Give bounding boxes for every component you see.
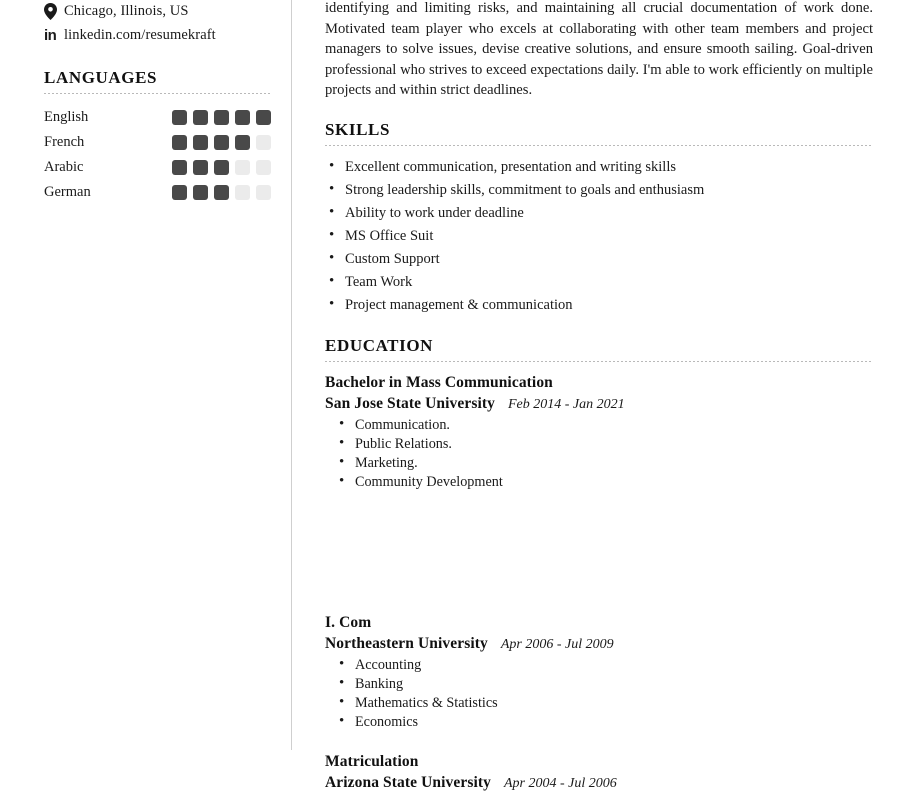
linkedin-icon <box>44 28 64 43</box>
list-item: • Marketing. <box>325 454 873 473</box>
list-item: • Mathematics & Statistics <box>325 694 873 713</box>
skills-list <box>325 156 873 317</box>
list-item: • Public Relations. <box>325 435 873 454</box>
rating-square <box>256 110 271 125</box>
contact-row-linkedin[interactable] <box>44 24 270 46</box>
rating-square <box>172 135 187 150</box>
rating-square <box>214 135 229 150</box>
education-entry-spacer <box>325 732 873 749</box>
language-name: German <box>44 184 91 200</box>
rating-square <box>193 185 208 200</box>
contact-location-text: Chicago, Illinois, US <box>64 2 189 19</box>
language-name: French <box>44 134 85 150</box>
education-school: Arizona State University <box>325 773 491 791</box>
rating-square <box>214 185 229 200</box>
contact-row-location <box>44 0 270 22</box>
education-detail-list <box>325 656 873 732</box>
education-dates: Apr 2004 - Jul 2006 <box>503 775 617 791</box>
list-item: • Project management & communication <box>325 294 873 317</box>
education-entry-icom <box>325 612 873 732</box>
languages-heading: LANGUAGES <box>44 68 158 87</box>
list-item: • Team Work <box>325 271 873 294</box>
rating-square-empty <box>235 185 250 200</box>
rating-square <box>235 135 250 150</box>
list-item: • Excellent communication, presentation and writing skills <box>325 156 873 179</box>
page-break-gap <box>325 492 873 610</box>
rating-square <box>235 110 250 125</box>
language-row-french <box>44 130 270 155</box>
rating-square <box>193 160 208 175</box>
rating-square-empty <box>256 135 271 150</box>
rating-square <box>172 185 187 200</box>
education-degree: I. Com <box>325 613 372 631</box>
list-item: • Economics <box>325 713 873 732</box>
rating-square <box>214 160 229 175</box>
education-school-line <box>325 633 873 655</box>
language-name: English <box>44 109 89 125</box>
summary-paragraph: identifying and limiting risks, and maintaining all crucial documentation of work done. Motivated team player who excels at collaborating with other team members and project managers to solve issues, devise creative solutions, and ensure smooth sailing. Goal-driven professional who strives to exceed expectations daily. I'm able to work efficiently on multiple projects and within strict deadlines. <box>325 0 873 98</box>
list-item: • Strong leadership skills, commitment to goals and enthusiasm <box>325 179 873 202</box>
language-rating <box>172 185 271 200</box>
language-rating <box>172 160 271 175</box>
contact-linkedin-text[interactable]: linkedin.com/resumekraft <box>64 26 216 43</box>
rating-square-empty <box>235 160 250 175</box>
rating-square <box>193 110 208 125</box>
list-item: • Ability to work under deadline <box>325 202 873 225</box>
list-item: • Custom Support <box>325 248 873 271</box>
linkedin-badge-label: in <box>44 26 57 44</box>
language-rating <box>172 135 271 150</box>
skills-heading: SKILLS <box>325 119 391 139</box>
education-school: Northeastern University <box>325 634 488 652</box>
education-heading-rule <box>325 361 873 362</box>
language-name: Arabic <box>44 159 84 175</box>
rating-square <box>193 135 208 150</box>
language-row-english <box>44 105 270 130</box>
location-pin-icon <box>44 3 64 20</box>
education-school-line <box>325 393 873 415</box>
language-rating <box>172 110 271 125</box>
education-entry-matriculation <box>325 751 873 794</box>
list-item: • Banking <box>325 675 873 694</box>
education-heading: EDUCATION <box>325 335 434 355</box>
education-dates: Apr 2006 - Jul 2009 <box>500 636 614 652</box>
rating-square-empty <box>256 185 271 200</box>
education-school-line <box>325 772 873 794</box>
education-school: San Jose State University <box>325 394 495 412</box>
skills-heading-rule <box>325 145 873 146</box>
rating-square-empty <box>256 160 271 175</box>
list-item: • Community Development <box>325 473 873 492</box>
rating-square <box>172 160 187 175</box>
languages-heading-rule <box>44 93 270 94</box>
list-item: • Accounting <box>325 656 873 675</box>
rating-square <box>214 110 229 125</box>
education-degree: Matriculation <box>325 752 419 770</box>
education-entry-bachelor <box>325 372 873 492</box>
language-row-german <box>44 180 270 205</box>
sidebar <box>0 0 292 750</box>
rating-square <box>172 110 187 125</box>
education-dates: Feb 2014 - Jan 2021 <box>507 396 625 412</box>
main-column <box>292 0 901 791</box>
education-degree: Bachelor in Mass Communication <box>325 373 553 391</box>
list-item: • MS Office Suit <box>325 225 873 248</box>
list-item: • Communication. <box>325 416 873 435</box>
language-row-arabic <box>44 155 270 180</box>
education-detail-list <box>325 416 873 492</box>
